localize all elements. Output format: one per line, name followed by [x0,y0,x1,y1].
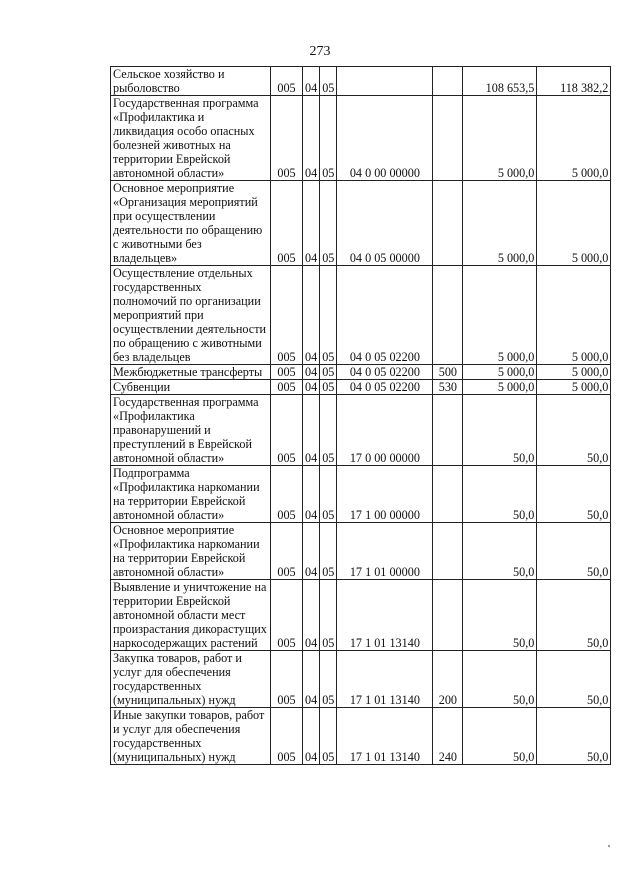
amount-year-2: 5 000,0 [537,365,611,380]
amount-year-2: 50,0 [537,580,611,651]
section-code: 04 [303,523,320,580]
grbs-code: 005 [271,67,303,96]
page-number: 273 [309,44,331,59]
expense-type-code [433,466,463,523]
expense-type-code [433,523,463,580]
row-name: Сельское хозяйство и рыболовство [111,67,271,96]
section-code: 04 [303,67,320,96]
amount-year-2: 50,0 [537,523,611,580]
table-row [111,651,611,708]
amount-year-2: 5 000,0 [537,181,611,266]
budget-table-body [111,67,611,765]
row-name: Основное мероприятие «Организация мероприятий при осуществлении деятельности по обращению с животными без владельцев» [111,181,271,266]
section-code: 04 [303,580,320,651]
target-article-code: 04 0 05 02200 [337,380,433,395]
target-article-code: 17 1 00 00000 [337,466,433,523]
table-row [111,380,611,395]
subsection-code: 05 [320,67,337,96]
amount-year-1: 50,0 [463,466,537,523]
table-row [111,466,611,523]
grbs-code: 005 [271,365,303,380]
grbs-code: 005 [271,96,303,181]
row-name: Иные закупки товаров, работ и услуг для обеспечения государственных (муниципальных) нужд [111,708,271,765]
amount-year-2: 50,0 [537,651,611,708]
amount-year-2: 118 382,2 [537,67,611,96]
amount-year-1: 50,0 [463,580,537,651]
table-row [111,708,611,765]
subsection-code: 05 [320,466,337,523]
section-code: 04 [303,96,320,181]
table-row [111,266,611,365]
target-article-code: 04 0 05 02200 [337,365,433,380]
amount-year-1: 108 653,5 [463,67,537,96]
row-name: Государственная программа «Профилактика и ликвидация особо опасных болезней животных на территории Еврейской автономной области» [111,96,271,181]
section-code: 04 [303,181,320,266]
target-article-code: 17 0 00 00000 [337,395,433,466]
grbs-code: 005 [271,708,303,765]
section-code: 04 [303,365,320,380]
row-name: Основное мероприятие «Профилактика наркомании на территории Еврейской автономной области» [111,523,271,580]
subsection-code: 05 [320,380,337,395]
amount-year-1: 50,0 [463,651,537,708]
expense-type-code [433,266,463,365]
target-article-code: 04 0 00 00000 [337,96,433,181]
amount-year-2: 5 000,0 [537,96,611,181]
subsection-code: 05 [320,708,337,765]
row-name: Подпрограмма «Профилактика наркомании на территории Еврейской автономной области» [111,466,271,523]
table-row [111,580,611,651]
amount-year-1: 50,0 [463,395,537,466]
subsection-code: 05 [320,395,337,466]
table-row [111,67,611,96]
expense-type-code [433,67,463,96]
grbs-code: 005 [271,466,303,523]
amount-year-2: 50,0 [537,708,611,765]
amount-year-2: 50,0 [537,466,611,523]
row-name: Субвенции [111,380,271,395]
row-name: Государственная программа «Профилактика правонарушений и преступлений в Еврейской автономной области» [111,395,271,466]
amount-year-1: 5 000,0 [463,266,537,365]
table-row [111,395,611,466]
subsection-code: 05 [320,580,337,651]
amount-year-2: 5 000,0 [537,266,611,365]
grbs-code: 005 [271,580,303,651]
amount-year-1: 5 000,0 [463,96,537,181]
target-article-code: 04 0 05 02200 [337,266,433,365]
scan-artifact-dot [608,845,610,847]
row-name: Закупка товаров, работ и услуг для обеспечения государственных (муниципальных) нужд [111,651,271,708]
grbs-code: 005 [271,523,303,580]
target-article-code: 17 1 01 00000 [337,523,433,580]
expense-type-code [433,181,463,266]
subsection-code: 05 [320,651,337,708]
section-code: 04 [303,380,320,395]
target-article-code [337,67,433,96]
expense-type-code: 240 [433,708,463,765]
grbs-code: 005 [271,395,303,466]
expense-type-code [433,580,463,651]
amount-year-1: 50,0 [463,708,537,765]
expense-type-code: 200 [433,651,463,708]
expense-type-code: 530 [433,380,463,395]
expense-type-code: 500 [433,365,463,380]
grbs-code: 005 [271,380,303,395]
budget-table [110,66,611,765]
grbs-code: 005 [271,181,303,266]
amount-year-2: 50,0 [537,395,611,466]
row-name: Выявление и уничтожение на территории Еврейской автономной области мест произрастания дикорастущих наркосодержащих растений [111,580,271,651]
table-row [111,181,611,266]
grbs-code: 005 [271,651,303,708]
amount-year-1: 5 000,0 [463,181,537,266]
section-code: 04 [303,266,320,365]
amount-year-1: 5 000,0 [463,365,537,380]
section-code: 04 [303,651,320,708]
target-article-code: 04 0 05 00000 [337,181,433,266]
subsection-code: 05 [320,365,337,380]
subsection-code: 05 [320,266,337,365]
grbs-code: 005 [271,266,303,365]
amount-year-2: 5 000,0 [537,380,611,395]
subsection-code: 05 [320,181,337,266]
target-article-code: 17 1 01 13140 [337,580,433,651]
row-name: Межбюджетные трансферты [111,365,271,380]
subsection-code: 05 [320,96,337,181]
table-row [111,523,611,580]
section-code: 04 [303,466,320,523]
amount-year-1: 50,0 [463,523,537,580]
table-row [111,365,611,380]
amount-year-1: 5 000,0 [463,380,537,395]
target-article-code: 17 1 01 13140 [337,651,433,708]
expense-type-code [433,96,463,181]
expense-type-code [433,395,463,466]
section-code: 04 [303,708,320,765]
section-code: 04 [303,395,320,466]
row-name: Осуществление отдельных государственных полномочий по организации мероприятий при осуществлении деятельности по обращению с животными без владельцев [111,266,271,365]
table-row [111,96,611,181]
subsection-code: 05 [320,523,337,580]
target-article-code: 17 1 01 13140 [337,708,433,765]
